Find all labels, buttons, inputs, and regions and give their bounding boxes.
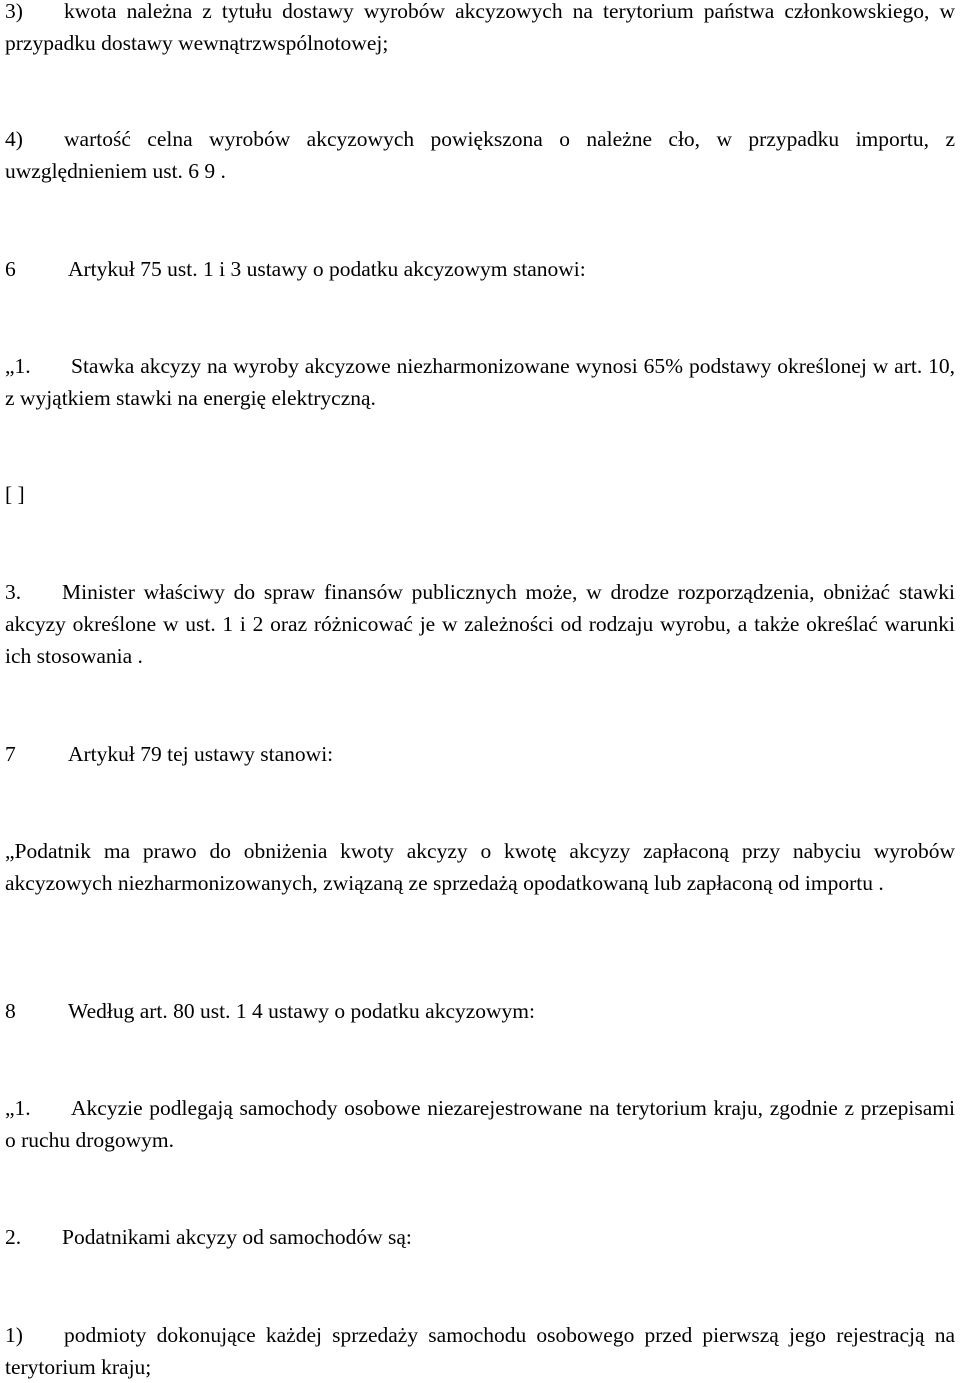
paragraph-item-3 [5, 0, 955, 59]
footnote-text: Artykuł 79 tej ustawy stanowi: [68, 742, 334, 766]
footnote-number: 6 [5, 257, 16, 281]
clause-text: Akcyzie podlegają samochody osobowe niezarejestrowane na terytorium kraju, zgodnie z przepisami o ruchu drogowym. [5, 1096, 955, 1152]
item-number: 4) [5, 127, 23, 151]
paragraph-text: kwota należna z tytułu dostawy wyrobów akcyzowych na terytorium państwa członkowskiego, w przypadku dostawy wewnątrzwspólnotowej; [5, 0, 955, 55]
footnote-text: Według art. 80 ust. 1 4 ustawy o podatku akcyzowym: [68, 999, 536, 1023]
footnote-6 [5, 253, 955, 285]
paragraph-text: wartość celna wyrobów akcyzowych powiększona o należne cło, w przypadku importu, z uwzględnieniem ust. 6 9 . [5, 127, 955, 183]
omission-text: [ ] [5, 482, 25, 506]
clause-number: 3. [5, 580, 22, 604]
quoted-clause-1 [5, 350, 955, 414]
footnote-text: Artykuł 75 ust. 1 i 3 ustawy o podatku akcyzowym stanowi: [68, 257, 586, 281]
clause-text: Stawka akcyzy na wyroby akcyzowe niezharmonizowane wynosi 65% podstawy określonej w art. 10, z wyjątkiem stawki na energię elektryczną. [5, 354, 955, 410]
footnote-8 [5, 995, 955, 1027]
clause-number: „1. [5, 354, 31, 378]
quoted-clause-3 [5, 576, 955, 672]
quoted-clause-80-1 [5, 1092, 955, 1156]
item-number: 3) [5, 0, 23, 23]
clause-text: Podatnikami akcyzy od samochodów są: [62, 1225, 412, 1249]
clause-80-2-item-1 [5, 1319, 955, 1383]
footnote-number: 8 [5, 999, 16, 1023]
omission-marker [5, 478, 955, 510]
quoted-article-79 [5, 835, 955, 899]
clause-80-2 [5, 1221, 955, 1253]
quote-text: „Podatnik ma prawo do obniżenia kwoty akcyzy o kwotę akcyzy zapłaconą przy nabyciu wyrobów akcyzowych niezharmonizowanych, związaną ze sprzedażą opodatkowaną lub zapłaconą od importu . [5, 839, 955, 895]
clause-text: Minister właściwy do spraw finansów publicznych może, w drodze rozporządzenia, obniżać stawki akcyzy określone w ust. 1 i 2 oraz różnicować je w zależności od rodzaju wyrobu, a także określać warunki ich stosowania . [5, 580, 955, 668]
item-number: 1) [5, 1323, 23, 1347]
footnote-number: 7 [5, 742, 16, 766]
footnote-7 [5, 738, 955, 770]
paragraph-item-4 [5, 123, 955, 187]
clause-number: 2. [5, 1225, 22, 1249]
clause-number: „1. [5, 1096, 31, 1120]
item-text: podmioty dokonujące każdej sprzedaży samochodu osobowego przed pierwszą jego rejestracją na terytorium kraju; [5, 1323, 955, 1379]
